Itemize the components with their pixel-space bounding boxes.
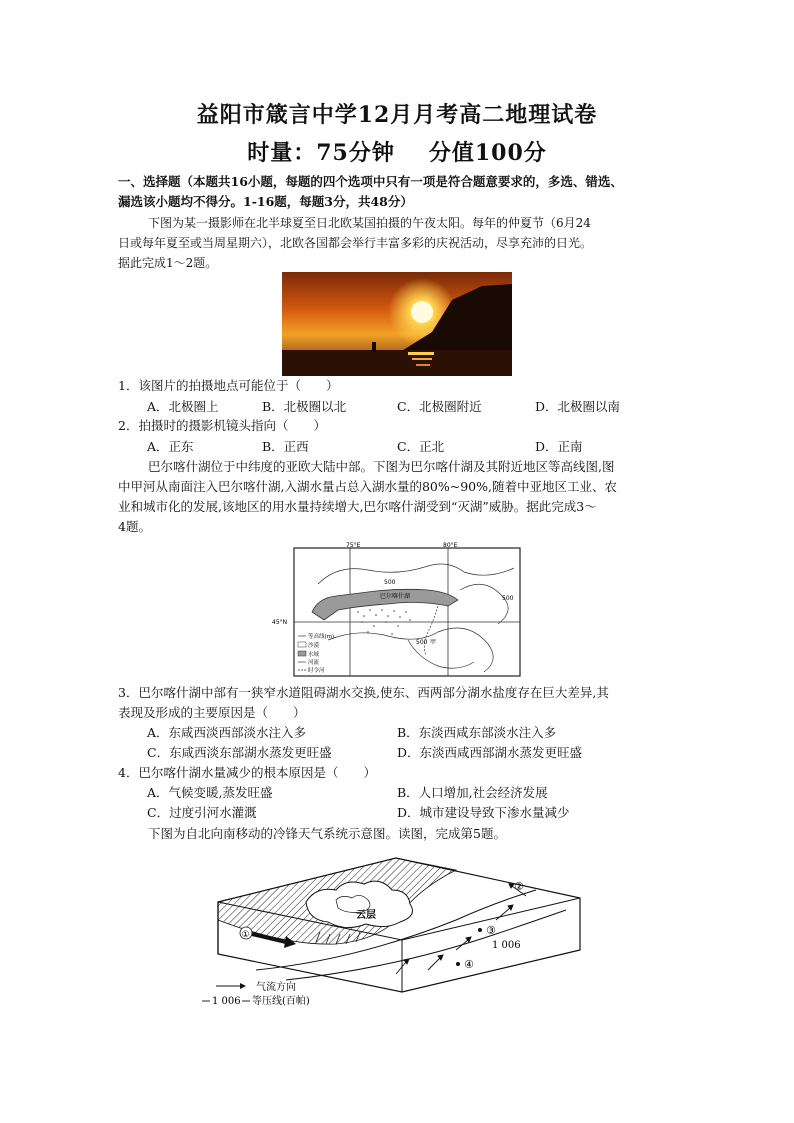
- q3-stem-line1: 3．巴尔喀什湖中部有一狭窄水道阻碍湖水交换,使东、西两部分湖水盐度存在巨大差异,其: [118, 685, 609, 700]
- exam-score: 分值100分: [428, 140, 547, 166]
- q2-option-b[interactable]: B．正西: [262, 439, 309, 454]
- q4-stem: 4．巴尔喀什湖水量减少的根本原因是（ ）: [118, 765, 376, 780]
- q4-option-a[interactable]: A．气候变暖,蒸发旺盛: [147, 785, 273, 800]
- section-heading-line2: 漏选该小题均不得分。1-16题，每题3分，共48分）: [118, 194, 413, 209]
- q3-option-b[interactable]: B．东淡西咸东部淡水注入多: [397, 725, 557, 740]
- river-jia-label: 甲: [430, 639, 437, 646]
- contour-500-south: 500: [416, 639, 428, 646]
- marker-1: ①: [241, 930, 250, 940]
- lon-80-label: 80°E: [443, 542, 458, 549]
- q3-options: [147, 723, 647, 763]
- q1-stem: 1．该图片的拍摄地点可能位于（ ）: [118, 378, 339, 393]
- legend-water: 水域: [308, 652, 320, 658]
- q4-option-c[interactable]: C．过度引河水灌溉: [147, 805, 257, 820]
- balkhash-contour-map: [272, 540, 524, 680]
- lake-label: 巴尔喀什湖: [380, 593, 411, 600]
- q1-option-c[interactable]: C．北极圈附近: [397, 399, 482, 414]
- q1-options: [147, 397, 707, 417]
- q2-option-a[interactable]: A．正东: [147, 439, 194, 454]
- q2-option-c[interactable]: C．正北: [397, 439, 445, 454]
- cold-front-diagram: [196, 850, 586, 1010]
- q4-option-d[interactable]: D．城市建设导致下渗水量减少: [397, 805, 570, 820]
- q4-option-b[interactable]: B．人口增加,社会经济发展: [397, 785, 548, 800]
- marker-4: ④: [464, 958, 474, 971]
- contour-500-east: 500: [502, 595, 514, 602]
- q2-stem: 2．拍摄时的摄影机镜头指向（ ）: [118, 418, 326, 433]
- legend-seasonal-river: 时令河: [308, 668, 325, 674]
- legend-isobar-text: 等压线(百帕): [252, 996, 310, 1007]
- intro2-line4: 4题。: [118, 519, 151, 534]
- lat-45-label: 45°N: [272, 619, 288, 626]
- isobar-1006-label: 1 006: [492, 940, 521, 951]
- q2-options: [147, 437, 707, 457]
- legend-airflow: 气流方向: [256, 982, 296, 993]
- q3-stem-line2: 表现及形成的主要原因是（ ）: [118, 705, 306, 720]
- section-heading-line1: 一、选择题（本题共16小题，每题的四个选项中只有一项是符合题意要求的，多选、错选、: [118, 174, 623, 189]
- legend-desert: 沙漠: [308, 643, 320, 649]
- exam-subtitle: [0, 136, 794, 167]
- midnight-sun-photo: [282, 272, 512, 376]
- legend-isobar-value: 1 006: [212, 996, 241, 1007]
- legend-contour: 等高线(m): [308, 634, 335, 640]
- q3-option-c[interactable]: C．东咸西淡东部湖水蒸发更旺盛: [147, 745, 332, 760]
- q4-options: [147, 783, 647, 823]
- exam-title: 益阳市箴言中学12月月考高二地理试卷: [196, 102, 598, 128]
- intro1-line3: 据此完成1～2题。: [118, 256, 218, 270]
- contour-500-north: 500: [384, 579, 396, 586]
- lon-75-label: 75°E: [346, 542, 361, 549]
- exam-time: 时量：75分钟: [247, 140, 395, 166]
- intro2-line1: 巴尔喀什湖位于中纬度的亚欧大陆中部。下图为巴尔喀什湖及其附近地区等高线图,图: [148, 459, 615, 474]
- intro1-line1: 下图为某一摄影师在北半球夏至日北欧某国拍摄的午夜太阳。每年的仲夏节（6月24: [148, 216, 591, 230]
- intro1-line2: 日或每年夏至或当周星期六），北欧各国都会举行丰富多彩的庆祝活动，尽享充沛的日光。: [118, 236, 593, 250]
- intro3-line1: 下图为自北向南移动的冷锋天气系统示意图。读图，完成第5题。: [148, 826, 506, 841]
- q3-option-a[interactable]: A．东咸西淡西部淡水注入多: [147, 725, 307, 740]
- intro2-line2: 中甲河从南面注入巴尔喀什湖,入湖水量占总入湖水量的80%~90%,随着中亚地区工业、农: [118, 479, 617, 494]
- q2-option-d[interactable]: D．正南: [535, 439, 583, 454]
- marker-3: ③: [486, 924, 496, 937]
- q3-option-d[interactable]: D．东淡西咸西部湖水蒸发更旺盛: [397, 745, 583, 760]
- q1-option-b[interactable]: B．北极圈以北: [262, 399, 347, 414]
- q1-option-a[interactable]: A．北极圈上: [147, 399, 219, 414]
- q1-option-d[interactable]: D．北极圈以南: [535, 399, 621, 414]
- front-legend: [202, 980, 310, 1007]
- marker-2: ②: [514, 880, 524, 893]
- legend-river: 河流: [308, 660, 320, 666]
- intro2-line3: 业和城市化的发展,该地区的用水量持续增大,巴尔喀什湖受到“灭湖”威胁。据此完成3～: [118, 499, 597, 514]
- cloud-label: 云层: [356, 910, 376, 921]
